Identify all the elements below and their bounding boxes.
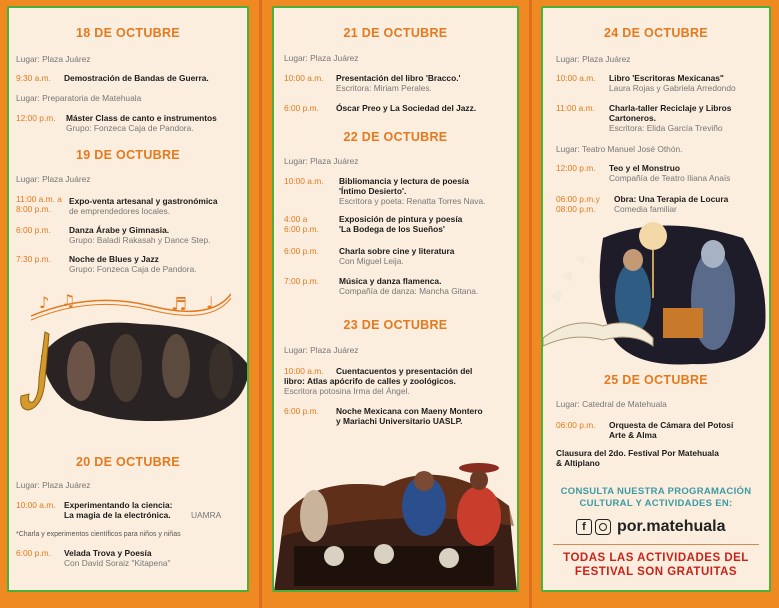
saxophone-icon xyxy=(15,330,67,416)
venue: Lugar: Plaza Juárez xyxy=(16,480,91,490)
venue: Lugar: Plaza Juárez xyxy=(284,53,359,63)
date-heading: 20 DE OCTUBRE xyxy=(76,455,180,469)
event-time: 6:00 p.m. xyxy=(16,225,51,235)
event-time: 10:00 a.m. xyxy=(284,73,324,83)
event-title: Velada Trova y Poesía xyxy=(64,548,152,558)
event-title: y Mariachi Universitario UASLP. xyxy=(336,416,463,426)
event-title: Expo-venta artesanal y gastronómica xyxy=(69,196,218,206)
fold-line xyxy=(529,0,532,608)
event-title: Bibliomancia y lectura de poesía xyxy=(339,176,469,186)
event-subtitle: Compañía de danza: Mancha Gitana. xyxy=(339,286,479,296)
event-subtitle: Con David Soraiz "Kitapena" xyxy=(64,558,171,568)
event-title: Cartoneros. xyxy=(609,113,657,123)
social-handle[interactable] xyxy=(576,518,725,536)
event-subtitle: de emprendedores locales. xyxy=(69,206,171,216)
venue: Lugar: Catedral de Matehuala xyxy=(556,399,667,409)
event-title: libro: Atlas apócrifo de calles y zoológicos. xyxy=(284,376,456,386)
event-title: Demostración de Bandas de Guerra. xyxy=(64,73,209,83)
event-title: Charla-taller Reciclaje y Libros xyxy=(609,103,732,113)
cta-text: CULTURAL Y ACTIVIDADES EN: xyxy=(579,498,733,509)
event-subtitle: Escritora potosina Irma del Ángel. xyxy=(284,386,410,396)
event-subtitle: Compañía de Teatro Iliana Anaís xyxy=(609,173,731,183)
event-time: 6:00 p.m. xyxy=(284,224,319,234)
date-heading: 23 DE OCTUBRE xyxy=(343,318,448,332)
event-subtitle: Laura Rojas y Gabriela Arredondo xyxy=(609,83,736,93)
event-subtitle: Escritora: Miriam Perales. xyxy=(336,83,432,93)
theatre-photo xyxy=(543,218,769,368)
venue: Lugar: Teatro Manuel José Othón. xyxy=(556,144,683,154)
event-time: 10:00 a.m. xyxy=(284,176,324,186)
venue: Lugar: Preparatoria de Matehuala xyxy=(16,93,142,103)
closing-text: & Altiplano xyxy=(556,458,600,468)
event-time: 08:00 p.m. xyxy=(556,204,596,214)
event-time: 9:30 a.m. xyxy=(16,73,51,83)
event-title: La magia de la electrónica. xyxy=(64,510,171,520)
divider xyxy=(553,544,759,545)
event-title: Máster Class de canto e instrumentos xyxy=(66,113,217,123)
event-title: 'Íntimo Desierto'. xyxy=(339,186,407,196)
event-time: 12:00 p.m. xyxy=(556,163,596,173)
event-time: 06:00 p.m. xyxy=(556,420,596,430)
event-subtitle: Escritora y poeta: Renatta Torres Nava. xyxy=(339,196,486,206)
event-time: 10:00 a.m. xyxy=(284,366,324,376)
mariachi-photo xyxy=(274,446,517,592)
event-title: Orquesta de Cámara del Potosí xyxy=(609,420,734,430)
venue: Lugar: Plaza Juárez xyxy=(556,54,631,64)
event-title: Noche Mexicana con Maeny Montero xyxy=(336,406,483,416)
note: *Charla y experimentos científicos para niños y niñas xyxy=(16,531,181,538)
event-time: 06:00 p.m.y xyxy=(556,194,600,204)
fold-line xyxy=(259,0,262,608)
event-title: Presentación del libro 'Bracco.' xyxy=(336,73,461,83)
event-title: Óscar Preo y La Sociedad del Jazz. xyxy=(336,103,477,113)
event-title: Charla sobre cine y literatura xyxy=(339,246,455,256)
date-heading: 21 DE OCTUBRE xyxy=(343,26,448,40)
event-time: 8:00 p.m. xyxy=(16,204,51,214)
closing-text: Clausura del 2do. Festival Por Matehuala xyxy=(556,448,719,458)
panel-middle xyxy=(272,6,519,592)
svg-text:♫: ♫ xyxy=(61,291,76,310)
event-title: Música y danza flamenca. xyxy=(339,276,442,286)
event-title: Obra: Una Terapia de Locura xyxy=(614,194,729,204)
svg-text:♩: ♩ xyxy=(206,293,214,312)
event-title: Noche de Blues y Jazz xyxy=(69,254,159,264)
panel-left xyxy=(7,6,249,592)
event-title: Exposición de pintura y poesía xyxy=(339,214,463,224)
event-time: 6:00 p.m. xyxy=(284,246,319,256)
date-heading: 22 DE OCTUBRE xyxy=(343,130,448,144)
event-subtitle: Comedia familiar xyxy=(614,204,677,214)
event-subtitle: Escritora: Elida García Treviño xyxy=(609,123,723,133)
date-heading: 19 DE OCTUBRE xyxy=(76,148,180,162)
event-title: Libro 'Escritoras Mexicanas" xyxy=(609,73,724,83)
event-time: 7:00 p.m. xyxy=(284,276,319,286)
event-time: 11:00 a.m. a xyxy=(16,194,62,204)
event-time: 12:00 p.m. xyxy=(16,113,56,123)
event-subtitle: Grupo: Fonzeca Caja de Pandora. xyxy=(66,123,194,133)
free-activities-text: TODAS LAS ACTIVIDADES DEL xyxy=(563,552,749,564)
event-title: 'La Bodega de los Sueños' xyxy=(339,224,445,234)
venue: Lugar: Plaza Juárez xyxy=(16,174,91,184)
event-time: 6:00 p.m. xyxy=(284,103,319,113)
event-subtitle: Con Miguel Leija. xyxy=(339,256,404,266)
event-subtitle: Grupo: Baladi Rakasah y Dance Step. xyxy=(69,235,211,245)
social-handle-text: por.matehuala xyxy=(617,518,726,535)
venue: Lugar: Plaza Juárez xyxy=(16,54,91,64)
date-heading: 18 DE OCTUBRE xyxy=(76,26,180,40)
free-activities-text: FESTIVAL SON GRATUITAS xyxy=(574,566,738,578)
event-time: 6:00 p.m. xyxy=(284,406,319,416)
facebook-icon[interactable]: f xyxy=(576,519,592,535)
panel-right xyxy=(541,6,771,592)
instagram-icon[interactable] xyxy=(595,519,611,535)
svg-text:♪: ♪ xyxy=(39,293,50,312)
svg-text:♬: ♬ xyxy=(171,294,188,315)
event-time: 10:00 a.m. xyxy=(556,73,596,83)
venue: Lugar: Plaza Juárez xyxy=(284,345,359,355)
event-title: Arte & Alma xyxy=(609,430,657,440)
event-title: Experimentando la ciencia: xyxy=(64,500,173,510)
lamp-icon xyxy=(639,222,667,250)
event-subtitle: Grupo: Fonzeca Caja de Pandora. xyxy=(69,264,197,274)
date-heading: 24 DE OCTUBRE xyxy=(604,26,708,40)
cta-text: CONSULTA NUESTRA PROGRAMACIÓN xyxy=(560,486,752,497)
event-title: Teo y el Monstruo xyxy=(609,163,681,173)
event-title: Cuentacuentos y presentación del xyxy=(336,366,473,376)
event-time: 11:00 a.m. xyxy=(556,103,595,113)
event-time: 6:00 p.m. xyxy=(16,548,51,558)
venue: Lugar: Plaza Juárez xyxy=(284,156,359,166)
event-time: 10:00 a.m. xyxy=(16,500,56,510)
event-time: 4:00 a xyxy=(284,214,308,224)
event-time: 7:30 p.m. xyxy=(16,254,51,264)
event-subtitle: UAMRA xyxy=(191,510,222,520)
date-heading: 25 DE OCTUBRE xyxy=(604,373,708,387)
event-title: Danza Árabe y Gimnasia. xyxy=(69,225,170,235)
